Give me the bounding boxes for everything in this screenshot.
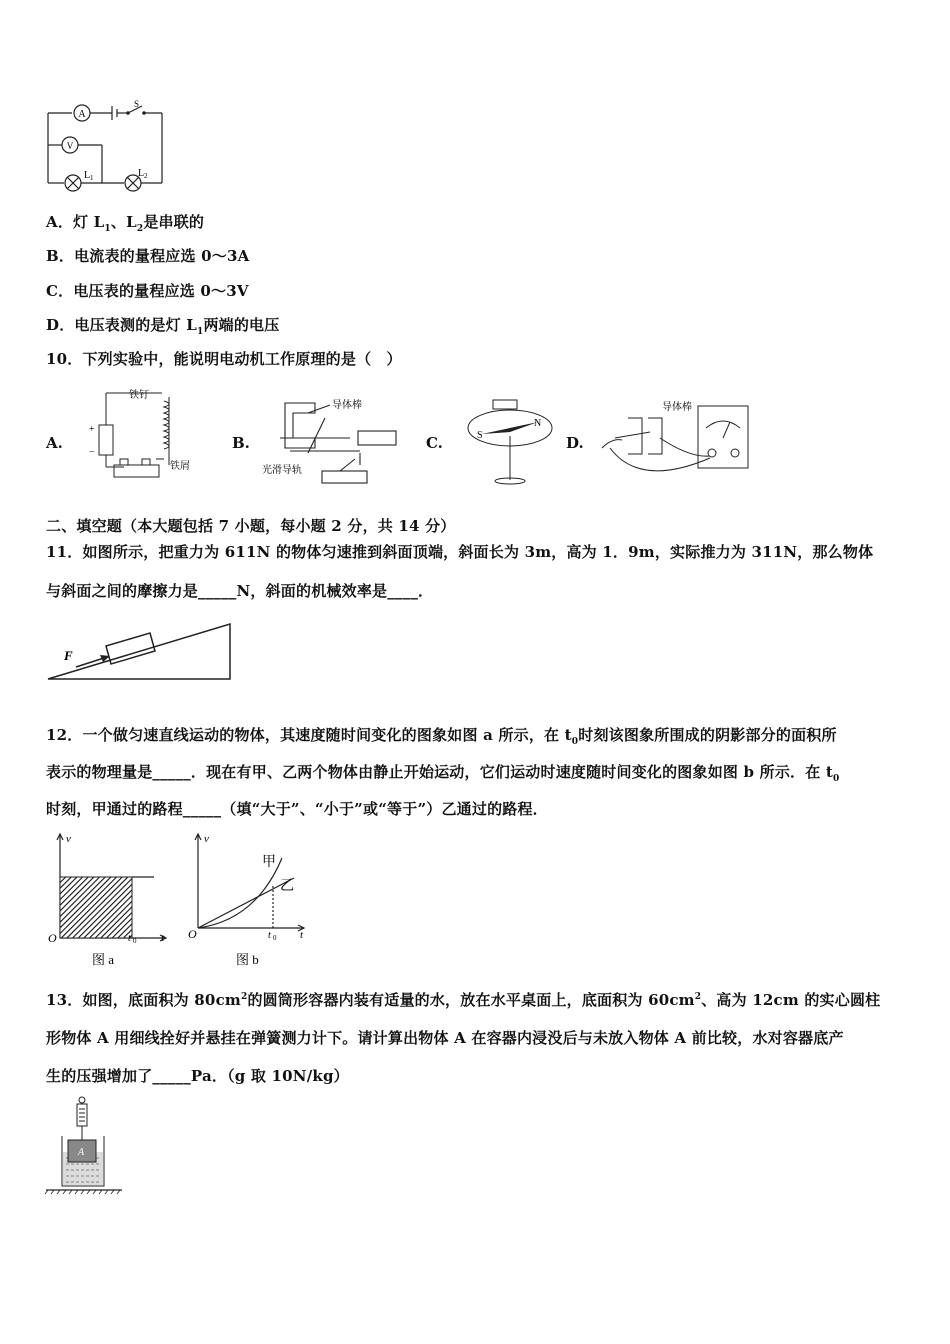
compass-s-label: S [477, 430, 483, 441]
q10-fig-d-galvanometer [600, 398, 760, 488]
switch-label: S [134, 100, 140, 109]
q12-graph-a [44, 830, 174, 972]
graph-a-caption: 图 a [92, 952, 115, 967]
voltmeter-label: V [66, 141, 74, 151]
graph-b-yi: 乙 [280, 879, 294, 894]
l1-sub: 1 [90, 174, 94, 182]
filings-label: 铁屑 [170, 461, 190, 472]
rail-label: 光滑导轨 [262, 465, 302, 476]
compass-n-label: N [534, 418, 542, 429]
graph-a-t: t [161, 932, 165, 944]
graph-a-v: v [66, 833, 71, 845]
q10-fig-a-electromagnet [84, 385, 194, 485]
q11-line2: 与斜面之间的摩擦力是_____N，斜面的机械效率是____． [46, 582, 434, 600]
l1-label: L [84, 170, 91, 181]
graph-b-t0-sub: 0 [273, 934, 277, 942]
q12-line2: 表示的物理量是_____．现在有甲、乙两个物体由静止开始运动，它们运动时速度随时间变化的图象如图 b 所示．在 $t_0$ [46, 763, 840, 784]
l2-sub: 2 [144, 172, 148, 180]
q12-graph-b [186, 830, 316, 972]
graph-b-v: v [204, 833, 209, 845]
q12-line1: 12．一个做匀速直线运动的物体，其速度随时间变化的图象如图 a 所示，在 $t_0$时刻该图象所围成的阴影部分的面积所 [46, 726, 837, 747]
q9-option-a: A．灯 $L_1$、$L_2$是串联的 [46, 213, 205, 234]
section-2-heading: 二、填空题（本大题包括 7 小题，每小题 2 分，共 14 分） [46, 517, 456, 535]
graph-b-jia: 甲 [262, 855, 276, 870]
plus-label: + [89, 424, 95, 435]
q11-incline-figure [44, 618, 236, 682]
q10-option-d-label: D. [566, 434, 584, 452]
block-a-label: A [78, 1147, 85, 1158]
graph-a-t0-sub: 0 [133, 937, 137, 945]
graph-b-t: t [300, 929, 304, 941]
q9-option-c: C．电压表的量程应选 0～3V [46, 282, 249, 300]
graph-b-origin: O [188, 927, 197, 941]
graph-a-origin: O [48, 931, 57, 945]
q10-option-a-label: A. [46, 434, 63, 452]
q10-fig-c-compass [460, 388, 560, 488]
graph-b-caption: 图 b [236, 952, 259, 967]
q9-circuit-figure [44, 100, 169, 192]
q10-option-b-label: B. [232, 434, 250, 452]
q9-option-d: D．电压表测的是灯 $L_1$两端的电压 [46, 316, 280, 337]
nail-label: 铁钉 [129, 390, 149, 401]
graph-a-t0: t [128, 933, 131, 944]
rod-label: 导体棒 [332, 400, 362, 411]
q9-option-b: B．电流表的量程应选 0～3A [46, 247, 250, 265]
q10-option-c-label: C. [426, 434, 443, 452]
minus-label: − [89, 447, 95, 458]
q13-container-figure [44, 1094, 126, 1196]
rod-label-d: 导体棒 [662, 402, 692, 413]
q11-line1: 11．如图所示，把重力为 611N 的物体匀速推到斜面顶端，斜面长为 3m，高为 1．9m，实际推力为 311N，那么物体 [46, 543, 874, 561]
q13-line2: 形物体 A 用细线拴好并悬挂在弹簧测力计下。请计算出物体 A 在容器内浸没后与未放入物体 A 前比较，水对容器底产 [46, 1029, 844, 1047]
q10-fig-b-rail [260, 393, 410, 493]
l2-label: L [138, 168, 145, 179]
q13-line1: 13．如图，底面积为 $80cm^2$的圆筒形容器内装有适量的水，放在水平桌面上，底面积为 $60cm^2$、高为 12cm 的实心圆柱 [46, 991, 881, 1009]
ammeter-label: A [78, 109, 86, 120]
q12-line3: 时刻，甲通过的路程_____（填“大于”、“小于”或“等于”）乙通过的路程． [46, 800, 548, 818]
force-label: F [64, 648, 73, 663]
q10-stem: 10．下列实验中，能说明电动机工作原理的是（ ） [46, 350, 402, 368]
graph-b-t0: t [268, 930, 271, 941]
q13-line3: 生的压强增加了_____Pa．（g 取 10N/kg） [46, 1067, 349, 1085]
